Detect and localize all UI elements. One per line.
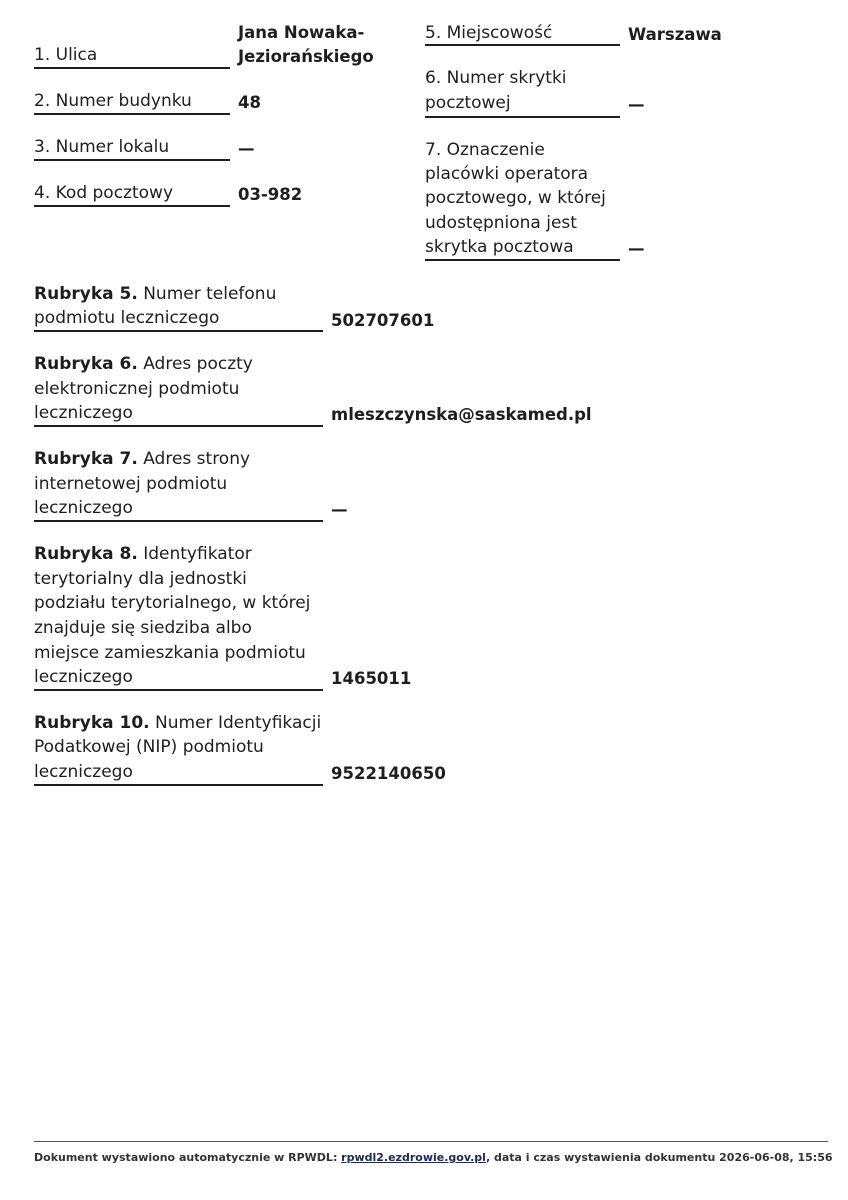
rubric-6-number: Rubryka 6. [34, 354, 138, 374]
rubric-8-value: 1465011 [331, 669, 412, 688]
rubric-8-line6: leczniczego [34, 667, 133, 687]
apartment-label: 3. Numer lokalu [34, 137, 170, 157]
city-underline [425, 44, 620, 46]
rubric-7-line1: Adres strony [137, 449, 251, 469]
rubric-8-line5: miejsce zamieszkania podmiotu [34, 643, 306, 663]
rubric-5-line1: Numer telefonu [137, 284, 277, 304]
street-value-line1: Jana Nowaka- [238, 23, 365, 42]
footer-divider [34, 1141, 828, 1142]
rubric-10-line3: leczniczego [34, 762, 133, 782]
rubric-10-number: Rubryka 10. [34, 713, 150, 733]
rubric-6-line2: elektronicznej podmiotu [34, 379, 240, 399]
street-underline [34, 67, 230, 69]
rubric-10-underline [34, 784, 323, 786]
rubric-8-line3: podziału terytorialnego, w której [34, 593, 311, 613]
rubric-7-title [34, 447, 250, 471]
rubric-8-title [34, 542, 252, 566]
building-label: 2. Numer budynku [34, 91, 192, 111]
po-box-value: — [628, 95, 645, 114]
po-box-label-line1: 6. Numer skrytki [425, 68, 567, 88]
po-office-label-line4: udostępniona jest [425, 213, 577, 233]
footer-suffix: , data i czas wystawienia dokumentu 2026-06-08, 15:56 [485, 1151, 833, 1164]
street-value-line2: Jeziorańskiego [238, 47, 374, 66]
rubric-7-value: — [331, 500, 348, 519]
rubric-5-value: 502707601 [331, 311, 435, 330]
rubric-10-line2: Podatkowej (NIP) podmiotu [34, 737, 264, 757]
rubric-7-line3: leczniczego [34, 498, 133, 518]
rubric-7-underline [34, 520, 323, 522]
footer-link[interactable]: rpwdl2.ezdrowie.gov.pl [341, 1151, 486, 1164]
footer-prefix: Dokument wystawiono automatycznie w RPWDL: [34, 1151, 342, 1164]
po-office-value: — [628, 239, 645, 258]
rubric-5-title [34, 282, 276, 306]
rubric-8-line1: Identyfikator [137, 544, 252, 564]
rubric-6-line3: leczniczego [34, 403, 133, 423]
footer-text [34, 1150, 833, 1166]
rubric-5-underline [34, 330, 323, 332]
rubric-10-title [34, 711, 321, 735]
rubric-5-line2: podmiotu leczniczego [34, 308, 220, 328]
apartment-value: — [238, 139, 255, 158]
building-value: 48 [238, 93, 261, 112]
apartment-underline [34, 159, 230, 161]
po-box-underline [425, 116, 620, 118]
rubric-8-underline [34, 689, 323, 691]
rubric-6-title [34, 352, 253, 376]
po-office-label-line2: placówki operatora [425, 164, 589, 184]
building-underline [34, 113, 230, 115]
rubric-8-line4: znajduje się siedziba albo [34, 618, 252, 638]
po-office-underline [425, 259, 620, 261]
rubric-6-line1: Adres poczty [137, 354, 253, 374]
rubric-8-number: Rubryka 8. [34, 544, 138, 564]
rubric-6-underline [34, 425, 323, 427]
rubric-5-number: Rubryka 5. [34, 284, 138, 304]
street-label: 1. Ulica [34, 45, 98, 65]
po-office-label-line3: pocztowego, w której [425, 188, 606, 208]
rubric-7-number: Rubryka 7. [34, 449, 138, 469]
po-office-label-line5: skrytka pocztowa [425, 237, 574, 257]
rubric-6-value: mleszczynska@saskamed.pl [331, 405, 592, 424]
rubric-8-line2: terytorialny dla jednostki [34, 569, 247, 589]
city-label: 5. Miejscowość [425, 23, 553, 43]
rubric-10-line1: Numer Identyfikacji [149, 713, 322, 733]
po-box-label-line2: pocztowej [425, 93, 511, 113]
city-value: Warszawa [628, 25, 722, 44]
postal-code-label: 4. Kod pocztowy [34, 183, 174, 203]
rubric-10-value: 9522140650 [331, 764, 446, 783]
postal-code-underline [34, 205, 230, 207]
rubric-7-line2: internetowej podmiotu [34, 474, 228, 494]
po-office-label-line1: 7. Oznaczenie [425, 140, 545, 160]
postal-code-value: 03-982 [238, 185, 303, 204]
